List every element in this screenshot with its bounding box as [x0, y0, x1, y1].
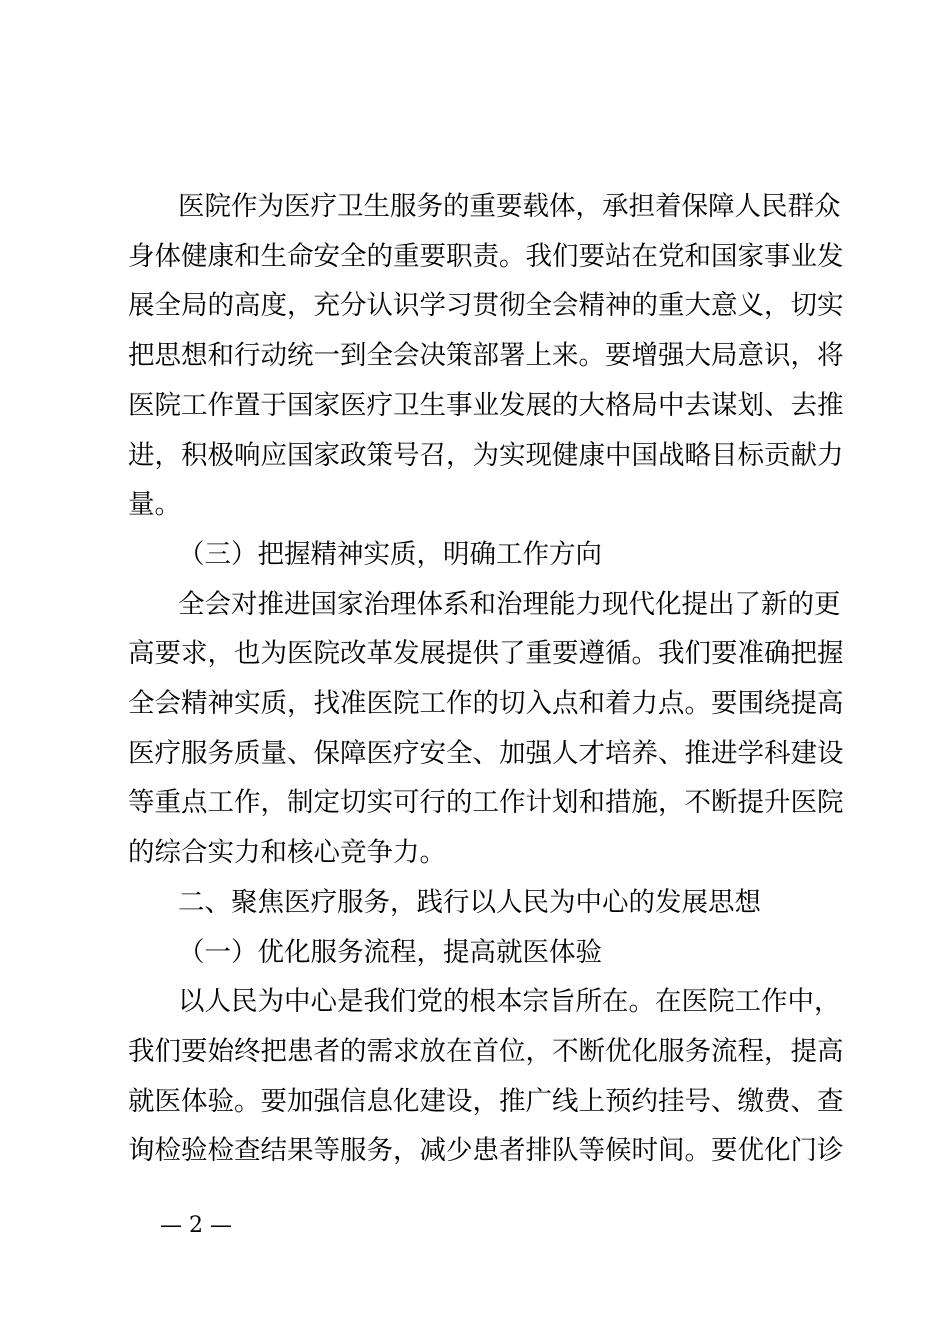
text-line: 询检验检查结果等服务，减少患者排队等候时间。要优化门诊 — [128, 1135, 844, 1167]
text-line: 医院作为医疗卫生服务的重要载体，承担着保障人民群众 — [178, 191, 841, 222]
page-number: — 2 — — [160, 1213, 232, 1238]
text-line: 展全局的高度，充分认识学习贯彻全会精神的重大意义，切实 — [128, 290, 844, 322]
text-line: 全会对推进国家治理体系和治理能力现代化提出了新的更 — [178, 588, 841, 620]
text-line: 医疗服务质量、保障医疗安全、加强人才培养、推进学科建设 — [128, 737, 844, 769]
text-line: （一）优化服务流程，提高就医体验 — [178, 936, 602, 968]
text-line: （三）把握精神实质，明确工作方向 — [178, 538, 602, 570]
text-line: 身体健康和生命安全的重要职责。我们要站在党和国家事业发 — [128, 240, 844, 272]
text-line: 量。 — [128, 489, 181, 521]
text-line: 二、聚焦医疗服务，践行以人民为中心的发展思想 — [178, 886, 761, 918]
text-line: 以人民为中心是我们党的根本宗旨所在。在医院工作中， — [178, 986, 841, 1018]
text-line: 等重点工作，制定切实可行的工作计划和措施，不断提升医院 — [128, 787, 844, 819]
text-line: 就医体验。要加强信息化建设，推广线上预约挂号、缴费、查 — [128, 1085, 844, 1117]
text-line: 全会精神实质，找准医院工作的切入点和着力点。要围绕提高 — [128, 688, 844, 719]
text-line: 进，积极响应国家政策号召，为实现健康中国战略目标贡献力 — [128, 439, 844, 471]
text-line: 我们要始终把患者的需求放在首位，不断优化服务流程，提高 — [128, 1035, 844, 1067]
text-line: 医院工作置于国家医疗卫生事业发展的大格局中去谋划、去推 — [128, 389, 844, 421]
text-line: 的综合实力和核心竞争力。 — [128, 837, 446, 869]
text-line: 高要求，也为医院改革发展提供了重要遵循。我们要准确把握 — [128, 638, 844, 670]
text-line: 把思想和行动统一到全会决策部署上来。要增强大局意识，将 — [128, 340, 844, 372]
